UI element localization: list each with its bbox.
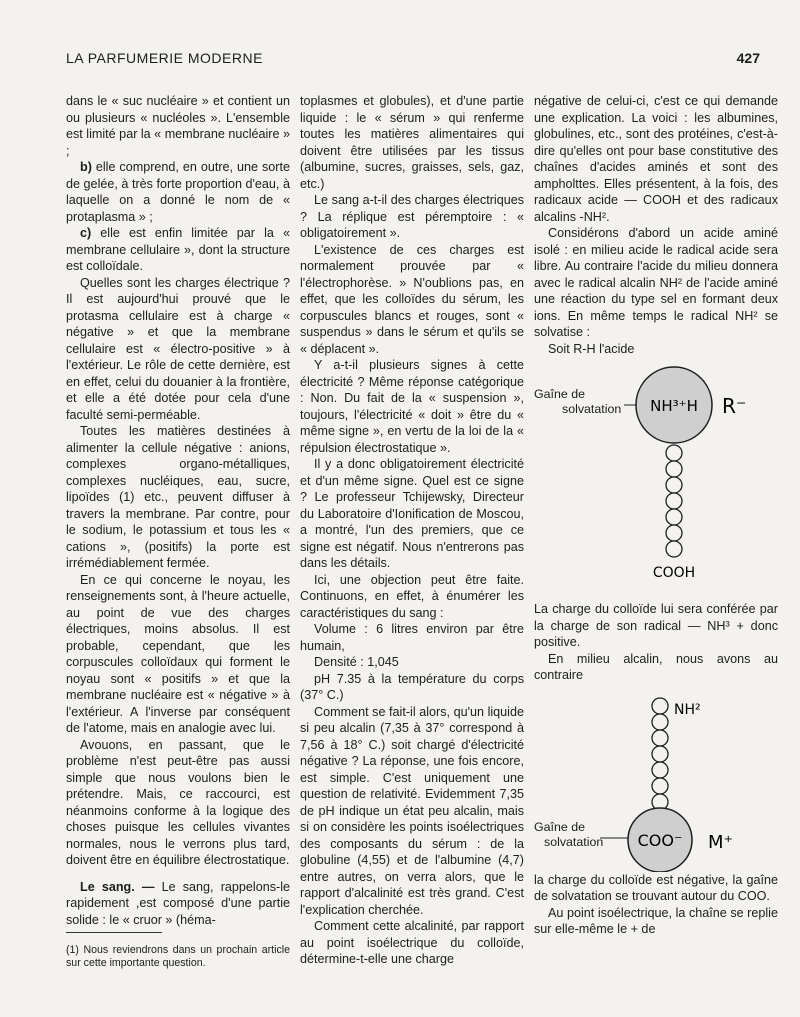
column-1 — [66, 93, 290, 928]
paragraph: Soit R-H l'acide — [548, 341, 635, 356]
chain-link — [666, 525, 682, 541]
paragraph: Il y a donc obligatoirement électricité et d'un même signe. Quel est ce signe ? Le professeur Tchijewsky, Directeur du Laboratoire d'Ionification de Moscou, a montré, l'un des premiers, que ce signe est négatif. Nous n'entrerons pas dans les détails. — [300, 457, 524, 570]
section-title: Le sang. — — [80, 879, 155, 894]
chain-link — [666, 541, 682, 557]
chain-link — [666, 445, 682, 461]
label-line: solvatation — [544, 834, 604, 849]
label-line: Gaîne de — [534, 387, 585, 401]
paragraph: Y a-t-il plusieurs signes à cette électricité ? Même réponse catégorique : Non. Du fait de la « suspension », toujours, l'électricité « doit » être du « même signe », en vertu de la loi de la « répulsion électrostatique ». — [300, 358, 524, 455]
paragraph: En milieu alcalin, nous avons au contraire — [534, 651, 778, 682]
chain-link — [652, 730, 668, 746]
paragraph: Comment cette alcalinité, par rapport au point isoélectrique du colloïde, détermine-t-elle une charge — [300, 919, 524, 966]
paragraph: Comment se fait-il alors, qu'un liquide si peu alcalin (7,35 à 37° correspond à 7,56 à 18° C.) soit chargé d'électricité négative ? La réponse, une fois encore, est simple. C'est uniquement une question de relativité. Evidemment 7,35 de pH indique un état peu alcalin, mais si on considère les points isoélectriques des composants du sérum : de la globuline (4,55) et de l'albumine (4,7) entre autres, on verra alors, que le rapport d'alcalinité est très grand. C'est l'explication cherchée. — [300, 704, 524, 917]
paragraph: L'existence de ces charges est normalement prouvée par « l'électrophorèse. » N'oublions pas, en effet, que les colloïdes du sérum, les corpuscules blancs et rouges, sont « suspendus » dans le sérum et qu'ils se « déplacent ». — [300, 242, 524, 356]
paragraph — [66, 225, 290, 275]
footnote: (1) Nous reviendrons dans un prochain article sur cette importante question. — [66, 944, 290, 969]
head-group-text: NH³⁺H — [650, 397, 698, 415]
paragraph: Au point isoélectrique, la chaîne se replie sur elle-même le + de — [534, 905, 778, 936]
running-header — [66, 50, 760, 70]
chain-link — [652, 746, 668, 762]
paragraph: En ce qui concerne le noyau, les renseignements sont, à l'heure actuelle, au point de vue des charges électriques, moins absolus. Il est probable, cependant, que les corpuscules colloïdaux qui forment le noyau sont « positifs » et que la membrane nucléaire est « négative » à l'extérieur. A l'inverse par conséquent de l'atome, mais en analogie avec lui. — [66, 572, 290, 735]
page-number: 427 — [736, 50, 760, 66]
column-2 — [300, 93, 524, 968]
column-3 — [534, 93, 778, 938]
chain-link — [666, 461, 682, 477]
molecule-diagram — [534, 686, 778, 872]
chain-link — [666, 477, 682, 493]
molecule-diagram — [534, 363, 778, 601]
paragraph: toplasmes et globules), et d'une partie liquide : le « sérum » qui renferme toutes les matières alimentaires qui doivent être utilisées par les tissus (albumine, sucres, graisses, sels, gaz, etc.) — [300, 94, 524, 191]
footnote-rule — [66, 932, 162, 933]
paragraph: Avouons, en passant, que le problème n'est peut-être pas aussi simple que nous voulons bien le prétendre. Mais, ce raccourci, est néanmoins conforme à la logique des choses puisque les cellules vivantes normales, nous le verrons plus tard, doivent être en équilibre électrostatique. — [66, 737, 290, 867]
head-group-text: COO⁻ — [637, 830, 683, 850]
paragraph: La charge du colloïde lui sera conférée par la charge de son radical — NH³ + donc positive. — [534, 602, 778, 649]
paragraph — [66, 159, 290, 225]
counter-ion-text: R⁻ — [722, 394, 747, 418]
chain-link — [652, 698, 668, 714]
top-group-text: NH² — [674, 701, 701, 718]
paragraph: négative de celui-ci, c'est ce qui demande une explication. La voici : les albumines, globulines, etc., sont des protéines, c'est-à-dire qu'elles ont pour base constitutive des chaînes d'acides aminés et sont des ampholttes. Elles présentent, à la fois, des radicaux acide — COOH et des radicaux alcalins -NH². — [534, 94, 778, 224]
paragraph: Densité : 1,045 — [314, 655, 399, 669]
chain-link — [652, 762, 668, 778]
chain-link — [666, 509, 682, 525]
label-line: Gaîne de — [534, 819, 585, 834]
figure-alkaline-medium — [534, 686, 778, 872]
chain-link — [652, 714, 668, 730]
paragraph — [66, 879, 290, 929]
paragraph: pH 7.35 à la température du corps (37° C.) — [300, 671, 524, 702]
paragraph: Toutes les matières destinées à alimenter la cellule négative : anions, complexes organo-métalliques, complexes nucléiques, eau, sucre, lipoïdes (1) etc., peuvent diffuser à travers la membrane. Par contre, pour le sodium, le potassium et tous les « cations », (positifs) la porte est irrémédiablement fermée. — [66, 424, 290, 570]
tail-group-text: COOH — [652, 565, 696, 581]
label-line: solvatation — [562, 402, 622, 416]
chain-link — [652, 778, 668, 794]
paragraph: dans le « suc nucléaire » et contient un ou plusieurs « nucléoles ». L'ensemble est limité par la « membrane nucléaire » ; — [66, 94, 290, 158]
paragraph: Le sang a-t-il des charges électriques ? La réplique est péremptoire : « obligatoirement ». — [300, 193, 524, 240]
paragraph: Ici, une objection peut être faite. Continuons, en effet, à énumérer les caractéristiques du sang : — [300, 572, 524, 620]
journal-title: LA PARFUMERIE MODERNE — [66, 50, 263, 66]
paragraph: Volume : 6 litres environ par être humain, — [300, 622, 524, 653]
paragraph: Quelles sont les charges électrique ? Il est aujourd'hui prouvé que le protasma cellulaire est à charge « négative » et que la membrane cellulaire est « électro-positive » à l'extérieur. Le rôle de cette dernière, est en effet, celui du douanier à la frontière, et elle a été dotée pour cela d'une faculté semi-perméable. — [66, 275, 290, 422]
paragraph: la charge du colloïde est négative, la gaîne de solvatation se trouvant autour du COO. — [534, 872, 778, 903]
chain-link — [666, 493, 682, 509]
list-label: c) — [80, 226, 92, 240]
paragraph-text: Le sang, rappelons-le rapidement ,est composé d'une partie solide : le « cruor » (héma- — [66, 879, 291, 927]
paragraph: Considérons d'abord un acide aminé isolé : en milieu acide le radical acide sera libre. Au contraire l'acide du milieu donnera avec le radical alcalin NH² de l'acide aminé une réaction du type sel en formant deux ions. En même temps le radical NH² se solvatise : — [534, 226, 778, 339]
figure-acid-medium — [534, 363, 778, 601]
paragraph-text: elle est enfin limitée par la « membrane cellulaire », dont la structure est colloïdale. — [66, 226, 290, 273]
paragraph-text: elle comprend, en outre, une sorte de gelée, à très forte proportion d'eau, à laquelle on a donné le nom de « protaplasma » ; — [66, 160, 290, 224]
list-label: b) — [80, 160, 92, 174]
counter-ion-text: M⁺ — [708, 831, 734, 853]
